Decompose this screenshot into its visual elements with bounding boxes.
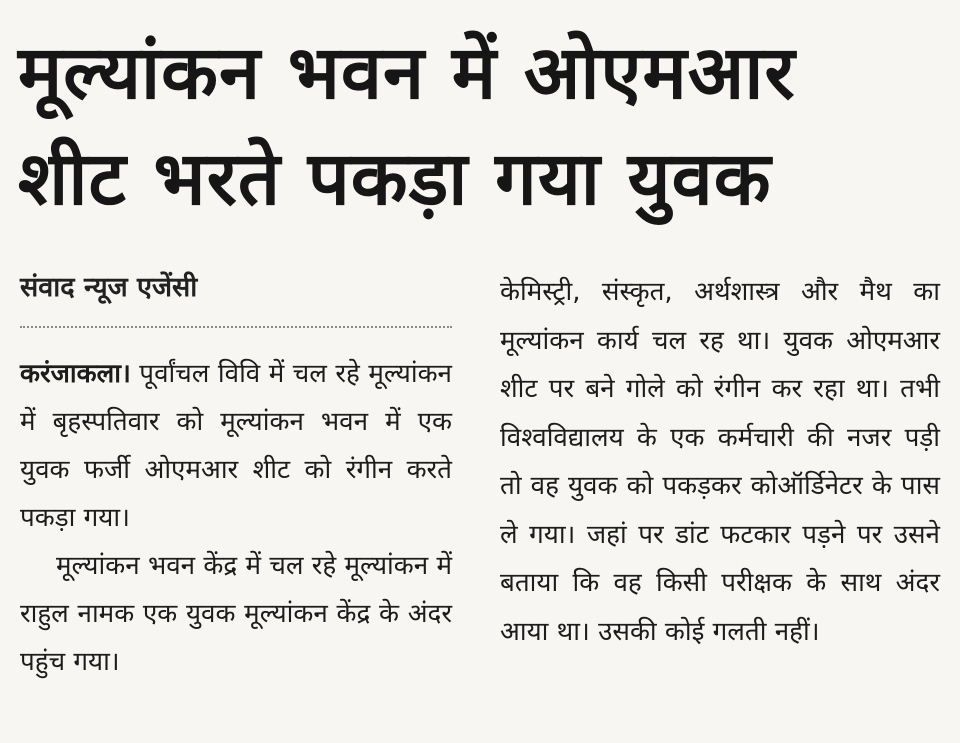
article-column-left — [20, 268, 452, 686]
headline — [18, 20, 948, 232]
article-paragraph-3: केमिस्ट्री, संस्कृत, अर्थशास्त्र और मैथ का मूल्यांकन कार्य चल रह था। युवक ओएमआर शीट पर बने गोले को रंगीन कर रहा था। तभी विश्वविद्यालय के एक कर्मचारी की नजर पड़ी तो वह युवक को पकड़कर कोऑर्डिनेटर के पास ले गया। जहां पर डांट फटकार पड़ने पर उसने बताया कि वह किसी परीक्षक के साथ अंदर आया था। उसकी कोई गलती नहीं। — [500, 277, 940, 647]
article-column-right — [500, 268, 940, 656]
headline-line-1: मूल्यांकन भवन में ओएमआर — [18, 30, 796, 116]
article-paragraph-2: मूल्यांकन भवन केंद्र में चल रहे मूल्यांकन में राहुल नामक एक युवक मूल्यांकन केंद्र के अंदर पहुंच गया। — [20, 551, 452, 677]
paragraph-1-text: पूर्वांचल विवि में चल रहे मूल्यांकन में बृहस्पतिवार को मूल्यांकन भवन में एक युवक फर्जी ओएमआर शीट को रंगीन करते पकड़ा गया। — [20, 359, 452, 533]
byline: संवाद न्यूज एजेंसी — [20, 268, 452, 328]
headline-line-2: शीट भरते पकड़ा गया युवक — [18, 136, 772, 222]
article-paragraph-1 — [20, 350, 452, 542]
dateline: करंजाकला। — [20, 359, 131, 389]
